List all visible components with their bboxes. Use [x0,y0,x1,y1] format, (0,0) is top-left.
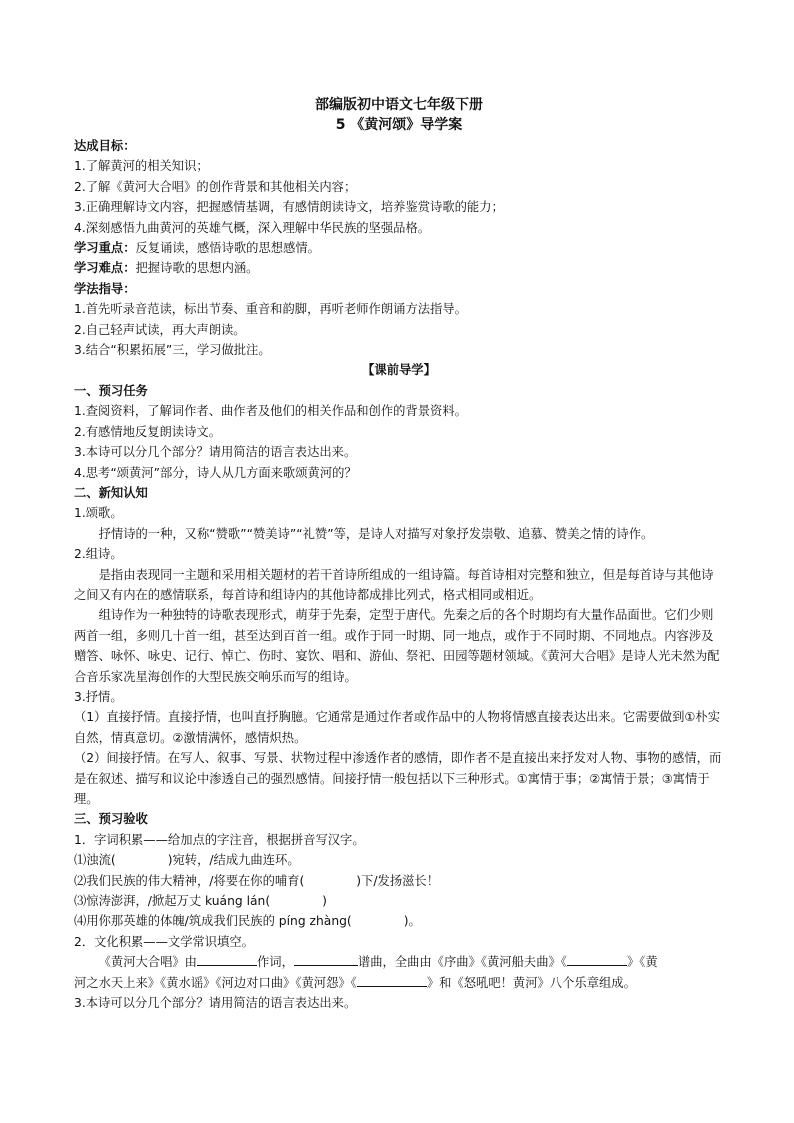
question-text: 》《黄 [626,955,658,970]
fill-blank[interactable] [197,953,257,966]
fill-blank[interactable] [294,953,358,966]
task-item: 2.有感情地反复朗读诗文。 [74,424,221,439]
method-item: 1.首先听录音范读，标出节奏、重音和韵脚，再听老师作朗诵方法指导。 [74,302,467,317]
question-text: 谱曲，全曲由《序曲》《黄河船夫曲》《 [357,955,567,970]
difficult-point-label: 学习难点： [74,261,136,276]
knowledge-paragraph: （1）直接抒情。直接抒情，也叫直抒胸臆。它通常是通过作者或作品中的人物将情感直接表达出来。它需要做到①朴实自然，情真意切。②激情满怀，感情炽热。 [74,710,720,745]
section-heading: 三、预习验收 [74,812,148,827]
knowledge-title: 2.组诗。 [74,547,123,562]
key-point-label: 学习重点： [74,241,136,256]
method-item: 2.自己轻声试读，再大声朗读。 [74,322,246,337]
fill-in-line [74,973,724,993]
question-title: 3.本诗可以分几个部分？请用简洁的语言表达出来。 [74,996,357,1011]
knowledge-paragraph: 是指由表现同一主题和采用相关题材的若干首诗所组成的一组诗篇。每首诗相对完整和独立，但是每首诗与其他诗之间又有内在的感情联系，每首诗和组诗内的其他诗都成排比列式，格式相同或相近。 [74,567,714,602]
fill-blank[interactable] [567,953,627,966]
question-text: )下/发扬滋长！ [356,873,440,888]
question-item [74,911,724,931]
difficult-point [74,258,724,278]
knowledge-paragraph: 组诗作为一种独特的诗歌表现形式，萌芽于先秦，定型于唐代。先秦之后的各个时期均有大量作品面世。它们少则两首一组，多则几十首一组，甚至达到百首一组。或作于同一时期、同一地点，或作于不同时期、不同地点。内容涉及赠答、咏怀、咏史、记行、悼亡、伤时、宴饮、唱和、游仙、祭祀、田园等题材领域。《黄河大合唱》是诗人光未然为配合音乐家冼星海创作的大型民族交响乐而写的组诗。 [74,608,720,684]
key-point [74,238,724,258]
question-text: ⑵我们民族的伟大精神，/将要在你的哺育( [74,873,305,888]
task-item: 3.本诗可以分几个部分？请用简洁的语言表达出来。 [74,445,357,460]
goal-item: 4.深刻感悟九曲黄河的英雄气概，深入理解中华民族的坚强品格。 [74,220,431,235]
doc-subtitle: 5 《黄河颂》导学案 [335,117,463,133]
task-item: 1.查阅资料，了解词作者、曲作者及他们的相关作品和创作的背景资料。 [74,404,467,419]
section-heading: 一、预习任务 [74,383,148,398]
question-title: 1．字词积累——给加点的字注音，根据拼音写汉字。 [74,832,365,847]
question-text: 《黄河大合唱》由 [98,955,197,970]
question-item [74,871,724,891]
knowledge-paragraph: 抒情诗的一种，又称“赞歌”“赞美诗”“礼赞”等，是诗人对描写对象抒发崇敬、追慕、赞美之情的诗作。 [98,526,654,541]
doc-title: 部编版初中语文七年级下册 [315,97,483,113]
question-text: )。 [403,914,421,929]
question-text: 河之水天上来》《黄水谣》《河边对口曲》《黄河怨》《 [74,975,357,990]
question-text: 作词， [256,955,294,970]
question-item [74,891,724,911]
pre-class-banner: 【课前导学】 [362,363,436,378]
method-item: 3.结合“积累拓展”三，学习做批注。 [74,343,271,358]
goal-item: 2.了解《黄河大合唱》的创作背景和其他相关内容； [74,179,357,194]
difficult-point-text: 把握诗歌的思想内涵。 [135,261,259,276]
knowledge-title: 3.抒情。 [74,689,123,704]
question-text: 》和《怒吼吧！黄河》八个乐章组成。 [426,975,636,990]
goals-heading: 达成目标： [74,139,136,153]
question-item [74,850,724,870]
task-item: 4.思考“颂黄河”部分，诗人从几方面来歌颂黄河的？ [74,465,357,480]
question-text: ⑴浊流( [74,853,116,868]
question-title: 2．文化积累——文学常识填空。 [74,934,254,949]
document-page [74,95,724,1013]
section-heading: 二、新知认知 [74,485,148,500]
question-text: ⑶惊涛澎湃，/掀起万丈 kuáng lán( [74,894,271,909]
question-text: )宛转，/结成九曲连环。 [167,853,300,868]
question-text: ) [322,894,327,909]
knowledge-title: 1.颂歌。 [74,506,123,521]
fill-in-line [74,952,724,972]
goal-item: 1.了解黄河的相关知识； [74,159,209,174]
key-point-text: 反复诵读，感悟诗歌的思想感情。 [135,241,320,256]
knowledge-paragraph: （2）间接抒情。在写人、叙事、写景、状物过程中渗透作者的感情，即作者不是直接出来抒发对人物、事物的感情，而是在叙述、描写和议论中渗透自己的强烈感情。间接抒情一般包括以下三种形式。①寓情于事；②寓情于景；③寓情于理。 [74,751,722,806]
method-heading: 学法指导： [74,281,136,296]
question-text: ⑷用你那英雄的体魄/筑成我们民族的 píng zhàng( [74,914,352,929]
goal-item: 3.正确理解诗文内容，把握感情基调，有感情朗读诗文，培养鉴赏诗歌的能力； [74,200,504,215]
fill-blank[interactable] [357,974,427,987]
